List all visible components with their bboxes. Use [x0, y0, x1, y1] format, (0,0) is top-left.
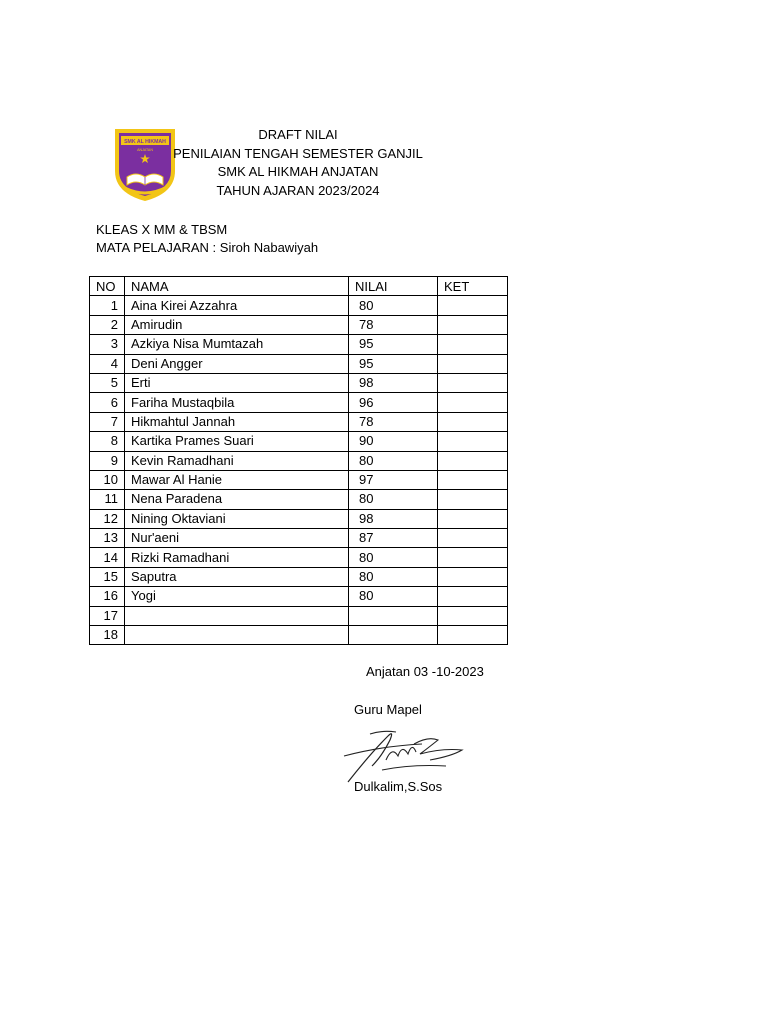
cell-ket	[438, 626, 508, 645]
table-row	[90, 470, 508, 489]
cell-nilai: 78	[349, 412, 438, 431]
cell-nilai	[349, 626, 438, 645]
table-header-row	[90, 277, 508, 296]
cell-nama	[125, 606, 349, 625]
cell-nama: Azkiya Nisa Mumtazah	[125, 335, 349, 354]
cell-ket	[438, 567, 508, 586]
cell-ket	[438, 412, 508, 431]
class-info	[96, 221, 318, 257]
cell-no: 12	[90, 509, 125, 528]
cell-no: 7	[90, 412, 125, 431]
cell-ket	[438, 529, 508, 548]
header-school: SMK AL HIKMAH ANJATAN	[217, 164, 379, 179]
cell-nama: Nur'aeni	[125, 529, 349, 548]
cell-nilai: 90	[349, 432, 438, 451]
cell-nama: Deni Angger	[125, 354, 349, 373]
cell-ket	[438, 451, 508, 470]
table-row	[90, 451, 508, 470]
cell-nama: Fariha Mustaqbila	[125, 393, 349, 412]
cell-nilai: 80	[349, 587, 438, 606]
place-date: Anjatan 03 -10-2023	[366, 664, 484, 679]
cell-nama: Saputra	[125, 567, 349, 586]
cell-no: 14	[90, 548, 125, 567]
cell-no: 11	[90, 490, 125, 509]
cell-nama: Yogi	[125, 587, 349, 606]
cell-nilai: 96	[349, 393, 438, 412]
cell-no: 3	[90, 335, 125, 354]
table-row	[90, 373, 508, 392]
cell-nama: Erti	[125, 373, 349, 392]
cell-nilai: 87	[349, 529, 438, 548]
cell-no: 17	[90, 606, 125, 625]
cell-nilai: 98	[349, 509, 438, 528]
cell-ket	[438, 606, 508, 625]
cell-no: 4	[90, 354, 125, 373]
cell-no: 16	[90, 587, 125, 606]
cell-nama: Rizki Ramadhani	[125, 548, 349, 567]
cell-nama: Hikmahtul Jannah	[125, 412, 349, 431]
cell-no: 6	[90, 393, 125, 412]
column-header-no: NO	[90, 277, 125, 296]
cell-no: 1	[90, 296, 125, 315]
table-row	[90, 587, 508, 606]
column-header-nama: NAMA	[125, 277, 349, 296]
cell-nilai: 97	[349, 470, 438, 489]
cell-ket	[438, 354, 508, 373]
cell-nama: Nena Paradena	[125, 490, 349, 509]
table-row	[90, 354, 508, 373]
cell-nilai: 80	[349, 490, 438, 509]
logo-text-sub: ANJATAN	[137, 148, 153, 152]
cell-nama: Mawar Al Hanie	[125, 470, 349, 489]
header-subtitle: PENILAIAN TENGAH SEMESTER GANJIL	[173, 145, 423, 161]
cell-no: 15	[90, 567, 125, 586]
cell-ket	[438, 509, 508, 528]
column-header-nilai: NILAI	[349, 277, 438, 296]
cell-ket	[438, 373, 508, 392]
table-row	[90, 567, 508, 586]
cell-nama: Kevin Ramadhani	[125, 451, 349, 470]
table-row	[90, 412, 508, 431]
table-row	[90, 296, 508, 315]
cell-no: 9	[90, 451, 125, 470]
table-row	[90, 432, 508, 451]
table-row	[90, 529, 508, 548]
cell-ket	[438, 587, 508, 606]
header-year: TAHUN AJARAN 2023/2024	[216, 182, 380, 198]
signature-image	[342, 726, 468, 784]
cell-no: 8	[90, 432, 125, 451]
grades-table	[89, 276, 508, 645]
cell-ket	[438, 296, 508, 315]
cell-ket	[438, 490, 508, 509]
cell-ket	[438, 393, 508, 412]
logo-text-top: SMK AL HIKMAH	[124, 139, 166, 145]
table-row	[90, 626, 508, 645]
cell-no: 13	[90, 529, 125, 548]
cell-nama: Amirudin	[125, 315, 349, 334]
cell-no: 18	[90, 626, 125, 645]
cell-ket	[438, 315, 508, 334]
cell-nilai: 80	[349, 548, 438, 567]
cell-nilai	[349, 606, 438, 625]
cell-nilai: 95	[349, 354, 438, 373]
cell-nama: Aina Kirei Azzahra	[125, 296, 349, 315]
table-row	[90, 315, 508, 334]
class-label: KLEAS X MM & TBSM	[96, 222, 228, 237]
signer-name: Dulkalim,S.Sos	[354, 779, 443, 794]
cell-ket	[438, 432, 508, 451]
table-row	[90, 490, 508, 509]
cell-no: 2	[90, 315, 125, 334]
cell-nilai: 80	[349, 296, 438, 315]
cell-nama: Kartika Prames Suari	[125, 432, 349, 451]
table-row	[90, 509, 508, 528]
table-row	[90, 548, 508, 567]
cell-nilai: 98	[349, 373, 438, 392]
cell-nilai: 78	[349, 315, 438, 334]
cell-no: 10	[90, 470, 125, 489]
cell-nama: Nining Oktaviani	[125, 509, 349, 528]
signer-role: Guru Mapel	[354, 702, 422, 717]
cell-ket	[438, 548, 508, 567]
cell-nilai: 80	[349, 567, 438, 586]
table-row	[90, 335, 508, 354]
cell-no: 5	[90, 373, 125, 392]
cell-nama	[125, 626, 349, 645]
document-header	[150, 126, 446, 200]
cell-nilai: 80	[349, 451, 438, 470]
table-row	[90, 393, 508, 412]
column-header-ket: KET	[438, 277, 508, 296]
table-row	[90, 606, 508, 625]
subject-label: MATA PELAJARAN : Siroh Nabawiyah	[96, 240, 319, 255]
cell-ket	[438, 470, 508, 489]
cell-ket	[438, 335, 508, 354]
cell-nilai: 95	[349, 335, 438, 354]
header-title: DRAFT NILAI	[258, 127, 338, 142]
